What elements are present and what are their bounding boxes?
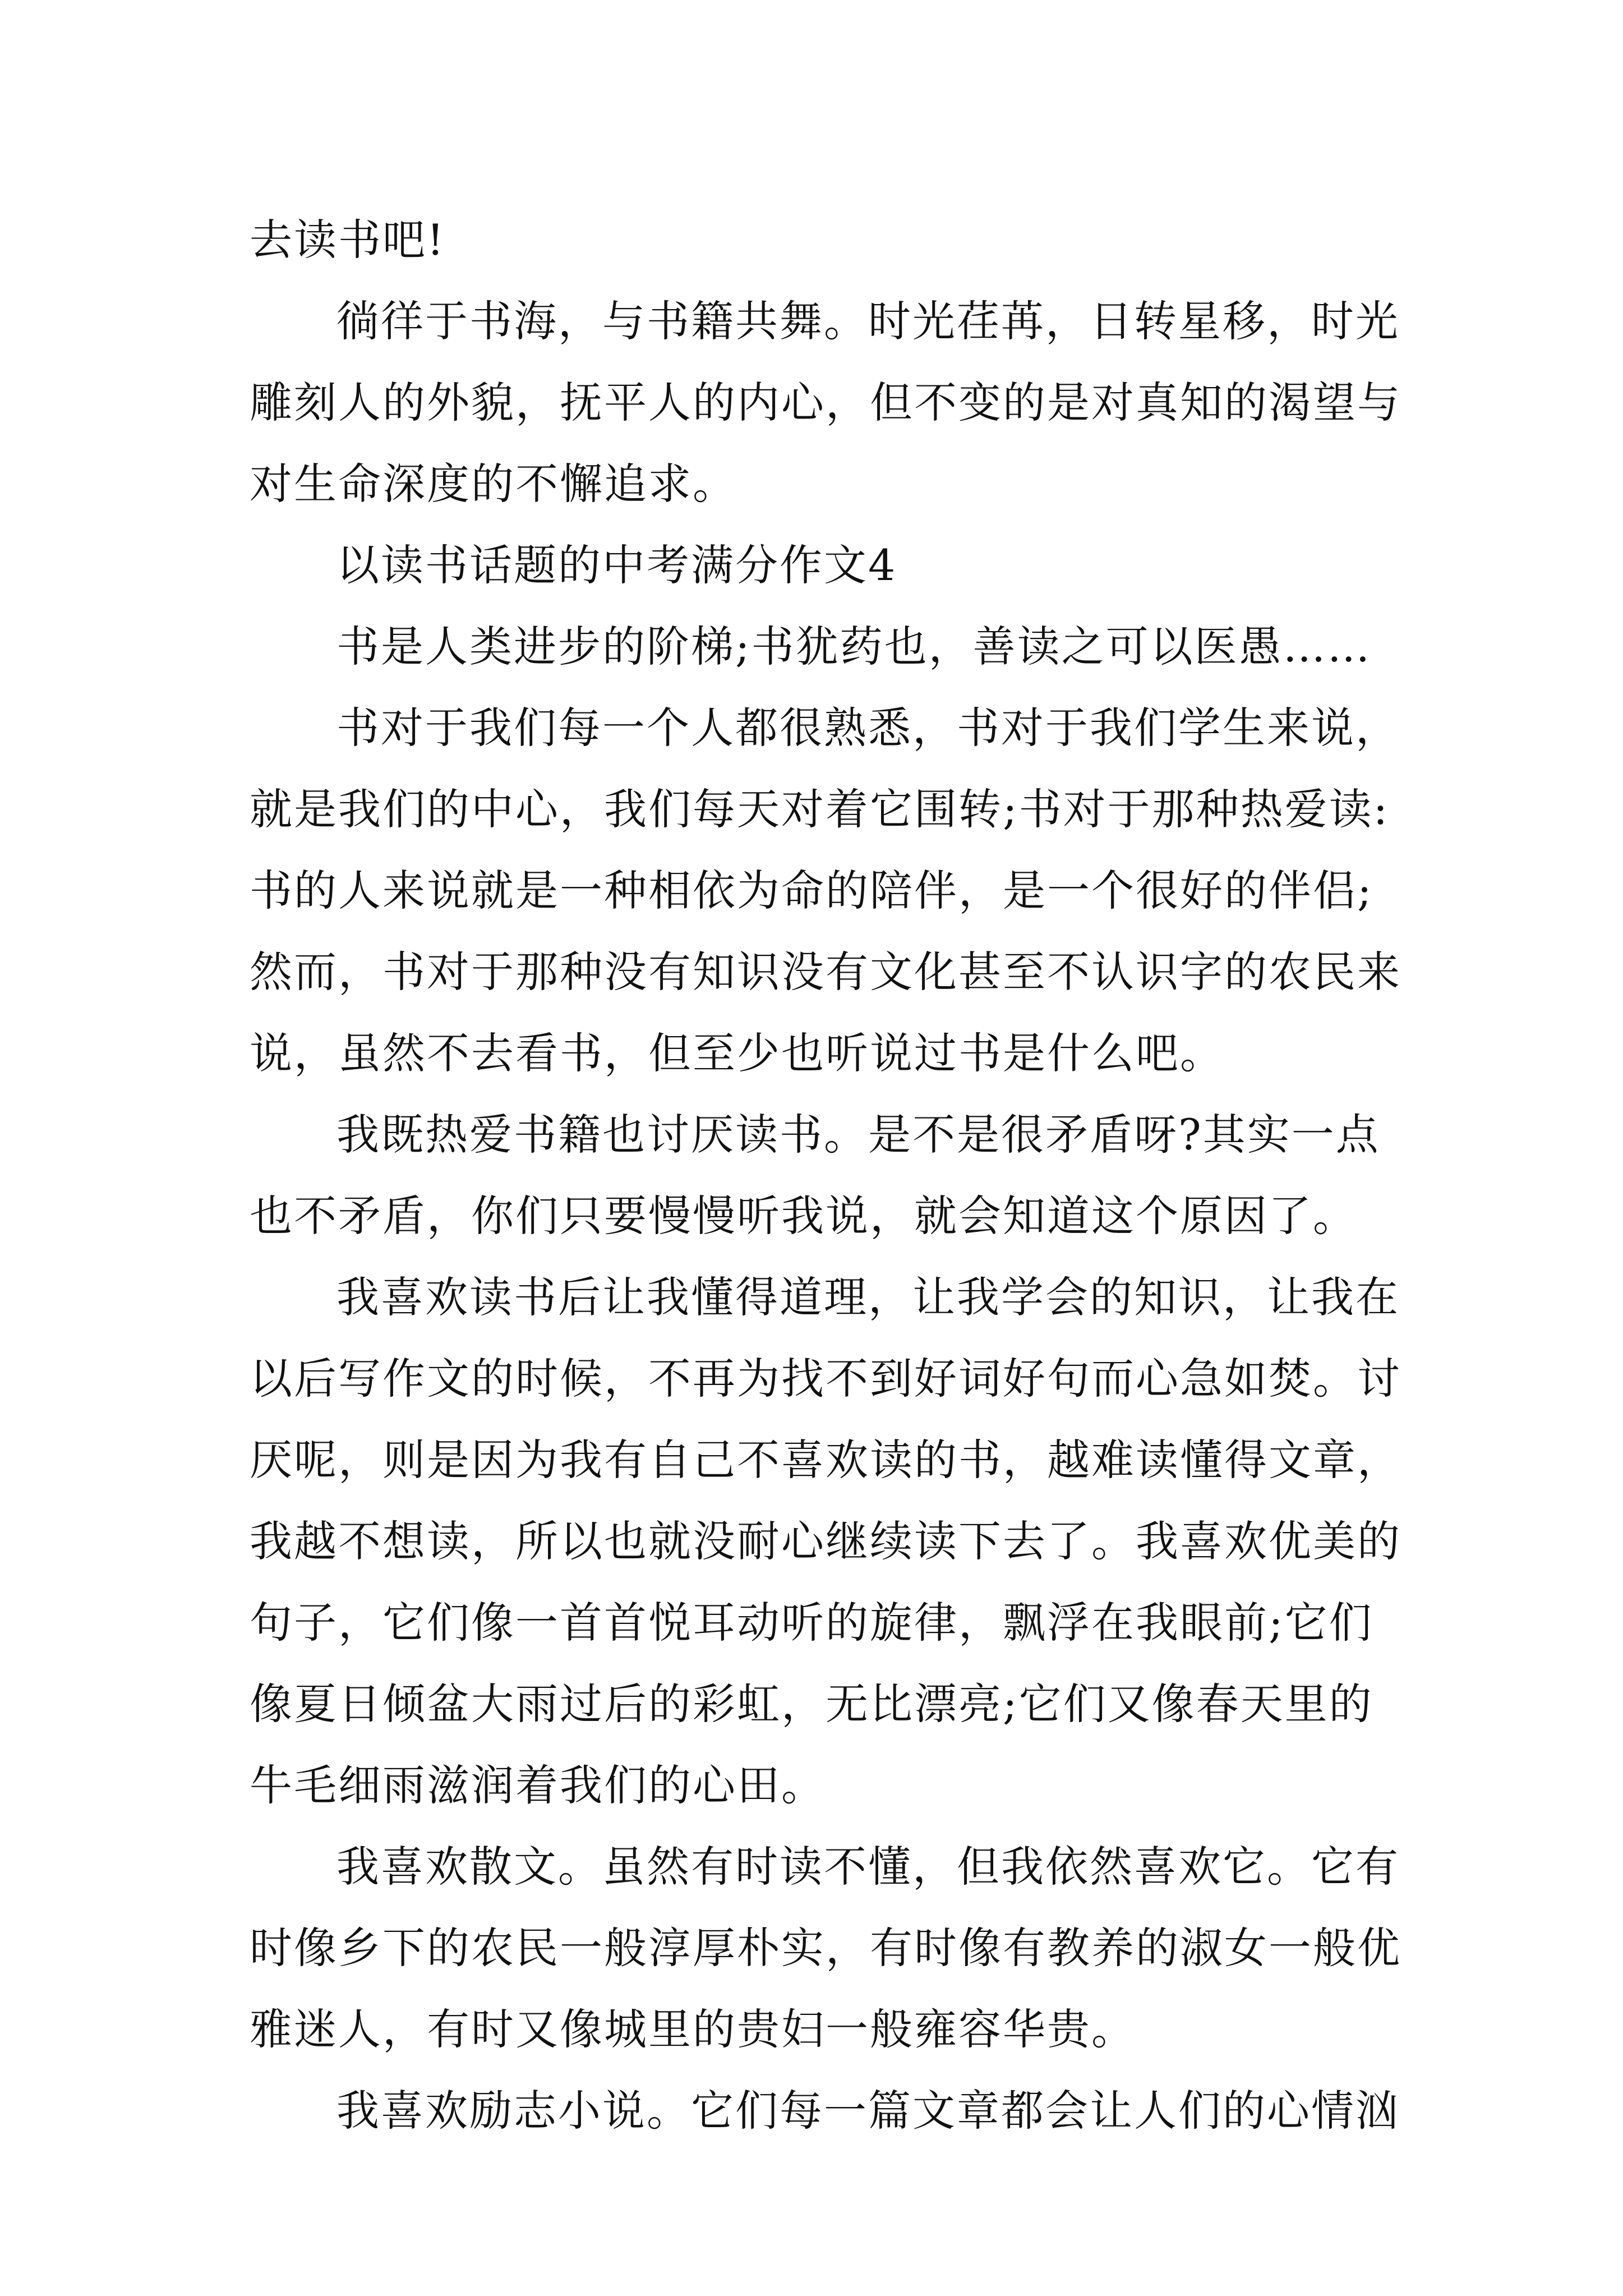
paragraph-start-line: 我既热爱书籍也讨厌读书。是不是很矛盾呀?其实一点 — [336, 1110, 1380, 1159]
text-line: 时像乡下的农民一般淳厚朴实，有时像有教养的淑女一般优 — [250, 1923, 1401, 1973]
text-line: 以后写作文的时候，不再为找不到好词好句而心急如焚。讨 — [250, 1354, 1401, 1404]
paragraph-start-line: 我喜欢读书后让我懂得道理，让我学会的知识，让我在 — [336, 1272, 1400, 1322]
text-line: 像夏日倾盆大雨过后的彩虹，无比漂亮;它们又像春天里的 — [250, 1679, 1373, 1729]
text-line: 就是我们的中心，我们每天对着它围转;书对于那种热爱读: — [250, 784, 1390, 834]
text-line: 去读书吧! — [250, 215, 446, 265]
text-line: 书的人来说就是一种相依为命的陪伴，是一个很好的伴侣; — [250, 866, 1373, 915]
text-line: 然而，书对于那种没有知识没有文化甚至不认识字的农民来 — [250, 947, 1401, 997]
text-line: 牛毛细雨滋润着我们的心田。 — [250, 1760, 826, 1810]
text-line: 我越不想读，所以也就没耐心继续读下去了。我喜欢优美的 — [250, 1516, 1401, 1566]
text-line: 对生命深度的不懈追求。 — [250, 459, 737, 509]
text-line: 说，虽然不去看书，但至少也听说过书是什么吧。 — [250, 1028, 1224, 1078]
text-line: 句子，它们像一首首悦耳动听的旋律，飘浮在我眼前;它们 — [250, 1598, 1373, 1648]
section-heading: 以读书话题的中考满分作文4 — [336, 540, 897, 590]
paragraph-start-line: 书是人类进步的阶梯;书犹药也，善读之可以医愚…… — [336, 622, 1372, 671]
text-line: 厌呢，则是因为我有自己不喜欢读的书，越难读懂得文章， — [250, 1435, 1401, 1485]
text-line: 也不矛盾，你们只要慢慢听我说，就会知道这个原因了。 — [250, 1191, 1357, 1241]
text-line: 雅迷人，有时又像城里的贵妇一般雍容华贵。 — [250, 2004, 1136, 2054]
paragraph-start-line: 我喜欢励志小说。它们每一篇文章都会让人们的心情汹 — [336, 2086, 1400, 2136]
paragraph-start-line: 徜徉于书海，与书籍共舞。时光荏苒，日转星移，时光 — [336, 296, 1400, 346]
text-line: 雕刻人的外貌，抚平人的内心，但不变的是对真知的渴望与 — [250, 378, 1401, 427]
paragraph-start-line: 我喜欢散文。虽然有时读不懂，但我依然喜欢它。它有 — [336, 1842, 1400, 1892]
paragraph-start-line: 书对于我们每一个人都很熟悉，书对于我们学生来说， — [336, 703, 1400, 753]
